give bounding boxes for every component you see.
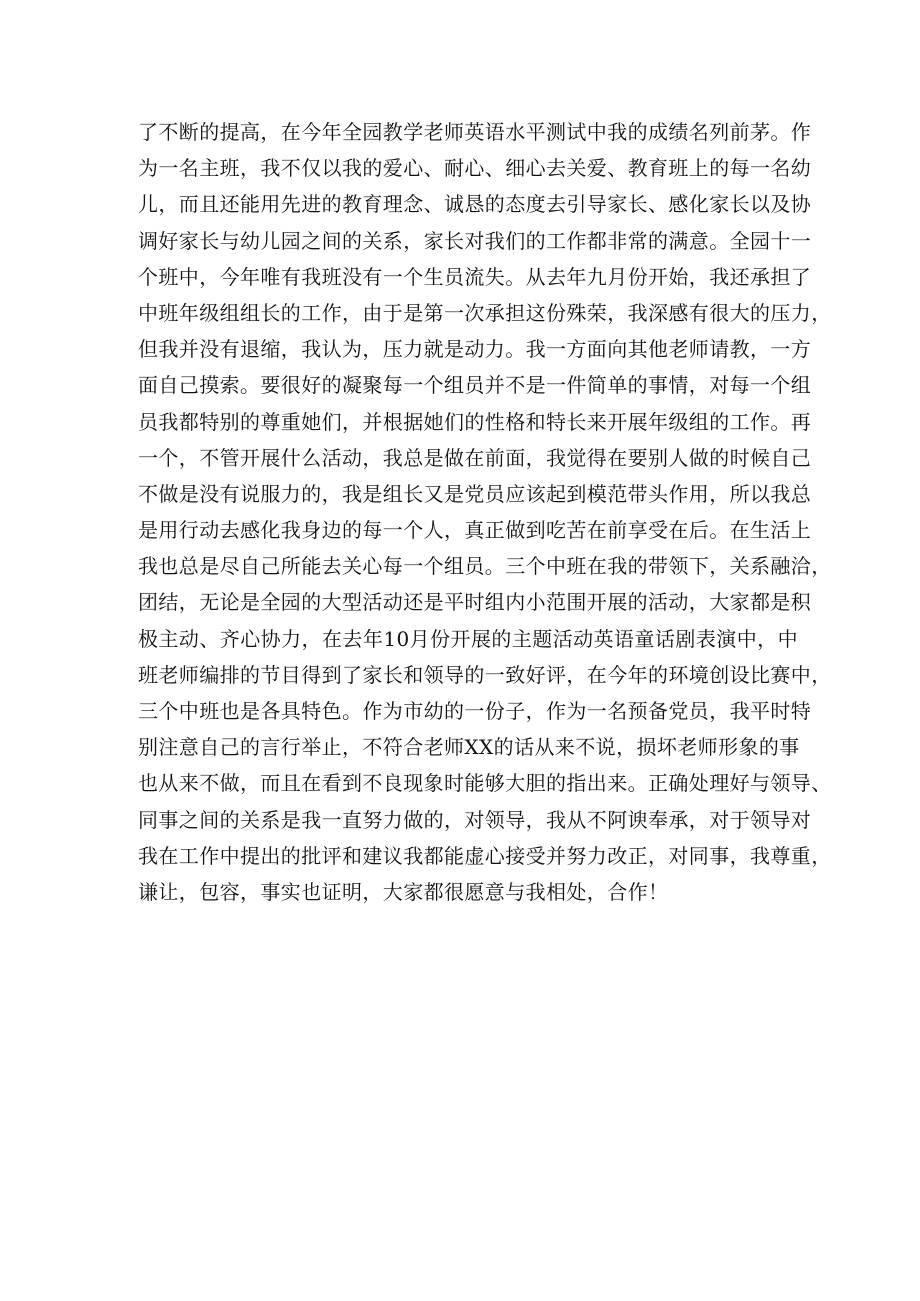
text-line-16: 班老师编排的节目得到了家长和领导的一致好评，在今年的环境创设比赛中， [138, 662, 832, 687]
text-line-1: 了不断的提高，在今年全园教学老师英语水平测试中我的成绩名列前茅。作 [138, 120, 812, 144]
text-line-12: 是用行动去感化我身边的每一个人，真正做到吃苦在前享受在后。在生活上 [138, 518, 812, 543]
text-line-14: 团结，无论是全园的大型活动还是平时组内小范围开展的活动，大家都是积 [138, 590, 812, 615]
text-line-18: 别注意自己的言行举止，不符合老师XX的话从来不说，损坏老师形象的事 [138, 735, 800, 760]
body-paragraph [138, 114, 832, 910]
text-line-19: 也从来不做，而且在看到不良现象时能够大胆的指出来。正确处理好与领导、 [138, 771, 832, 796]
text-line-17: 三个中班也是各具特色。作为市幼的一份子，作为一名预备党员，我平时特 [138, 699, 812, 723]
text-line-5: 个班中，今年唯有我班没有一个生员流失。从去年九月份开始，我还承担了 [138, 264, 812, 289]
text-line-7: 但我并没有退缩，我认为，压力就是动力。我一方面向其他老师请教，一方 [138, 337, 812, 362]
text-line-11: 不做是没有说服力的，我是组长又是党员应该起到模范带头作用，所以我总 [138, 481, 812, 506]
text-line-3: 儿，而且还能用先进的教育理念、诚恳的态度去引导家长、感化家长以及协 [138, 192, 812, 217]
text-line-13: 我也总是尽自己所能去关心每一个组员。三个中班在我的带领下，关系融洽， [138, 554, 832, 579]
text-line-21: 我在工作中提出的批评和建议我都能虚心接受并努力改正，对同事，我尊重， [138, 843, 832, 868]
text-line-20: 同事之间的关系是我一直努力做的，对领导，我从不阿谀奉承，对于领导对 [138, 807, 812, 832]
text-line-10: 一个，不管开展什么活动，我总是做在前面，我觉得在要别人做的时候自己 [138, 445, 812, 470]
text-line-4: 调好家长与幼儿园之间的关系，家长对我们的工作都非常的满意。全园十一 [138, 228, 812, 253]
text-line-6: 中班年级组组长的工作，由于是第一次承担这份殊荣，我深感有很大的压力， [138, 300, 832, 325]
text-line-8: 面自己摸索。要很好的凝聚每一个组员并不是一件简单的事情，对每一个组 [138, 373, 812, 398]
text-line-22: 谦让，包容，事实也证明，大家都很愿意与我相处，合作！ [138, 879, 669, 904]
text-line-9: 员我都特别的尊重她们，并根据她们的性格和特长来开展年级组的工作。再 [138, 409, 812, 434]
text-line-15: 极主动、齐心协力，在去年10月份开展的主题活动英语童话剧表演中，中 [138, 626, 798, 651]
text-line-2: 为一名主班，我不仅以我的爱心、耐心、细心去关爱、教育班上的每一名幼 [138, 156, 812, 181]
